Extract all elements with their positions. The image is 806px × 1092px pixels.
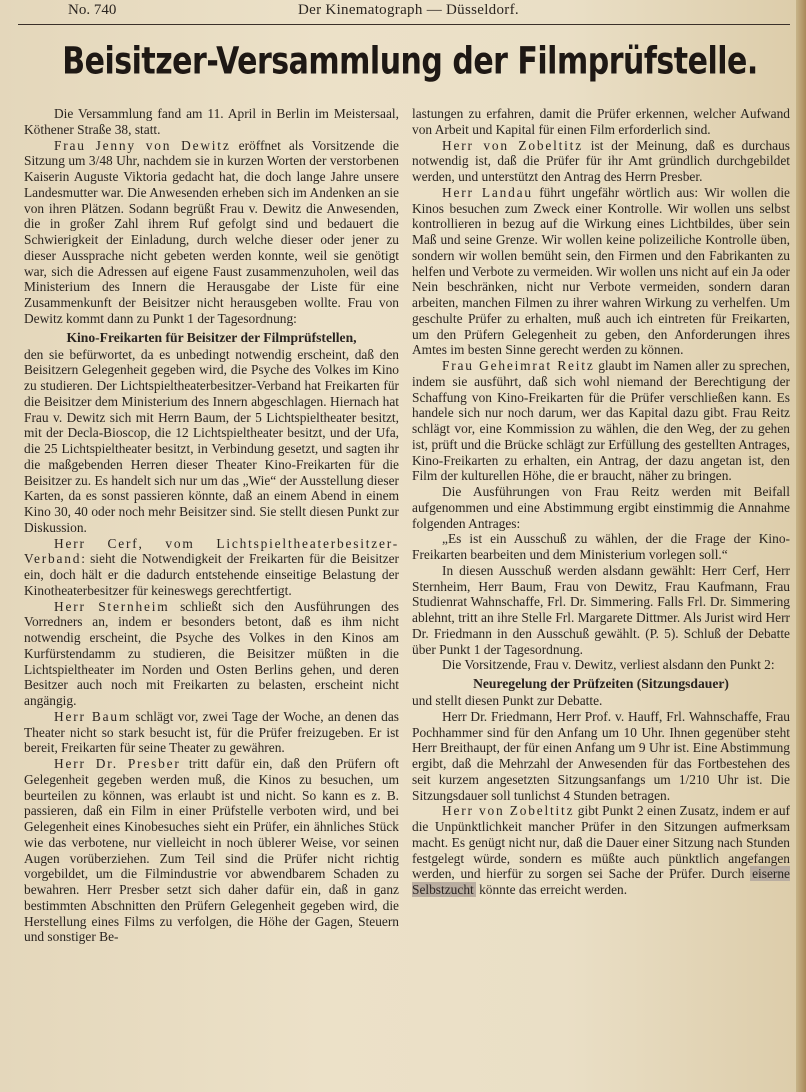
right-column bbox=[412, 106, 790, 898]
speaker-name: Herr Sternheim bbox=[54, 598, 170, 614]
paragraph bbox=[24, 536, 399, 599]
paragraph: Herr Dr. Friedmann, Herr Prof. v. Hauff, Frl. Wahnschaffe, Frau Pochhammer sind für den Anfang um 10 Uhr. Ihnen gegenüber steht Herr Breithaupt, der für einen Anfang um 9 Uhr ist. Eine Abstimmung ergibt, daß die Mehrzahl der Anwesenden für das Fortbestehen des seit kurzem angesetzten Sitzungsanfangs um 1/210 Uhr ist. Die Sitzungsdauer soll tunlichst 4 Stunden betragen. bbox=[412, 708, 790, 803]
header-rule bbox=[18, 24, 790, 25]
speaker-name: Herr Dr. Presber bbox=[54, 756, 181, 771]
page-number: No. 740 bbox=[68, 2, 117, 18]
paragraph bbox=[412, 803, 790, 898]
paragraph bbox=[24, 709, 399, 756]
speaker-name: Herr Cerf, vom Lichtspieltheaterbesitzer-Verband bbox=[24, 535, 399, 567]
left-column bbox=[24, 106, 399, 945]
paragraph-text: gibt Punkt 2 einen Zusatz, indem er auf die Unpünktlichkeit mancher Prüfer in den Sitzungen aufmerksam macht. Es genügt nicht nur, daß die Dauer einer Sitzung nach Stunden festgelegt würde, sondern es müßte auch pünktlich angefangen werden, und hierfür zu sorgen sei Sache der Prüfer. Durch bbox=[412, 803, 790, 882]
paragraph bbox=[24, 756, 399, 945]
speaker-name: Herr von Zobeltitz bbox=[442, 137, 583, 153]
paragraph-text: schließt sich den Ausführungen des Vorredners an, indem er besonders betont, daß es ihm nicht notwendig erscheint, die Psyche des Volkes in den Kinos am Kurfürstendamm zu studieren, die Beisitzer müßten in die Lichtspieltheater im Norden und Osten Berlins gehen, und deren Besitzer auch noch mit Freikarten zu belasten, erscheint nicht angängig. bbox=[24, 598, 399, 708]
paragraph-text: ist der Meinung, daß es durchaus notwendig ist, daß die Prüfer für ihr Amt gründlich durchgebildet werden, und unterstützt den Antrag des Herrn Presber. bbox=[412, 137, 790, 184]
publication-title: Der Kinematograph — Düsseldorf. bbox=[298, 2, 519, 18]
paragraph: den sie befürwortet, da es unbedingt notwendig erscheint, daß den Beisitzern Gelegenheit gegeben wird, die Psyche des Volkes im Kino zu studieren. Der Lichtspieltheaterbesitzer-Verband hat Freikarten für die Beisitzer dem Ministerium des Innern abgeschlagen. Hiernach hat Frau v. Dewitz sich mit Herrn Baum, der 5 Lichtspieltheater besitzt, mit der Decla-Bioscop, die 12 Lichtspieltheater besitzt, und der Ufa, die 25 Lichtspieltheater besitzt, in Verbindung gesetzt, und sagten ihr die maßgebenden Herren dieser Theater Kino-Freikarten für die Beisitzer zu. Es handelt sich nur um das „Wie“ der Ausstellung dieser Karten, da es sonst passieren könnte, daß an einem Abend in einem Kino 30, 40 oder noch mehr Beisitzer sind. Sie stellt diesen Punkt zur Diskussion. bbox=[24, 346, 399, 535]
paragraph: Die Versammlung fand am 11. April in Berlin im Meistersaal, Köthener Straße 38, statt. bbox=[24, 106, 399, 137]
paragraph-text: tritt dafür ein, daß den Prüfern oft Gelegenheit gegeben werden muß, die Kinos zu besuchen, um beurteilen zu können, was erlaubt ist und nicht. So kann es z. B. passieren, daß ein Film in einer Prüfstelle verboten wird, und bei Gelegenheit eines Kinobesuches sieht ein Prüfer, ein ähnliches Stück wie das verbotene, nur vielleicht in noch üblerer Weise, vor seinen Augen vorüberziehen. Zum Teil sind die Prüfer nicht richtig vorgebildet, um die Filmindustrie vor abwendbarem Schaden zu bewahren. Herr Presber setzt sich daher dafür ein, daß in ganz bestimmten Abschnitten den Prüfern Gelegenheit gegeben wird, die Herstellung eines Films zu verfolgen, die Höhe der Gagen, Steuern und sonstiger Be- bbox=[24, 756, 399, 945]
paragraph-text: : sieht die Notwendigkeit der Freikarten für die Beisitzer ein, doch hält er die dadurch entstehende einseitige Belastung der Kinotheaterbesitzer für keineswegs gerechtfertigt. bbox=[24, 551, 399, 598]
paragraph: und stellt diesen Punkt zur Debatte. bbox=[412, 693, 603, 708]
paragraph bbox=[412, 185, 790, 358]
highlighted-phrase: eiserne Selbstzucht bbox=[412, 866, 790, 897]
speaker-name: Herr von Zobeltitz bbox=[442, 803, 575, 819]
paragraph-text: führt ungefähr wörtlich aus: Wir wollen die Kinos besuchen zum Zweck einer Kontrolle. Wir wollen uns selbst kontrollieren in bezug auf die Wirkung eines Lichtbildes, über sein Maß und seine Grenze. Wir wollen keine polizeiliche Kontrolle üben, sondern wir wollen bemüht sein, den Firmen und den Fabrikanten zu helfen und Verbote zu vermeiden. Wir wollen uns nicht auf ein Ja oder Nein beschränken, nicht nur Verbote vermeiden, sondern daran arbeiten, manchen Filmen zu ihrer wahren Wirkung zu verhelfen. Um geschulte Prüfer zu erhalten, muß auch ich eintreten für Freikarten, um den Prüfern Gelegenheit zu geben, den Anforderungen ihres Amtes im besten Sinne gerecht werden zu können. bbox=[412, 184, 790, 358]
paragraph: Die Vorsitzende, Frau v. Dewitz, verliest alsdann den Punkt 2: bbox=[442, 657, 775, 673]
paragraph-text: glaubt im Namen aller zu sprechen, indem sie ausführt, daß sich wohl niemand der Berechtigung der Schaffung von Kino-Freikarten für die Prüfer verschließen kann. Es handele sich nur noch darum, wer das Kapital dazu gibt. Frau Reitz schlägt vor, eine Kommission zu wählen, die den Weg, der zu gehen ist, prüft und die Brücke schlägt zur Erfüllung des gestellten Antrages, Kino-Freikarten zu erhalten, ein Antrag, der dazu angetan ist, den Film der kulturellen Höhe, die er braucht, näher zu bringen. bbox=[412, 358, 790, 484]
paragraph: lastungen zu erfahren, damit die Prüfer erkennen, welcher Aufwand von Arbeit und Kapital für einen Film erforderlich sind. bbox=[412, 106, 790, 137]
article-headline: Beisitzer-Versammlung der Filmprüfstelle. bbox=[62, 39, 758, 84]
page-edge bbox=[796, 0, 806, 1092]
paragraph bbox=[412, 358, 790, 484]
section-heading: Neuregelung der Prüfzeiten (Sitzungsdauer) bbox=[473, 676, 729, 691]
paragraph-text: könnte das erreicht werden. bbox=[475, 882, 628, 897]
paragraph-text: eröffnet als Vorsitzende die Sitzung um 3/48 Uhr, nachdem sie in kurzen Worten der verstorbenen Kaiserin Auguste Viktoria gedacht hat, die doch lange Jahre unsere Landesmutter war. Die Anwesenden erheben sich im Andenken an sie von ihren Plätzen. Sodann begrüßt Frau v. Dewitz die Anwesenden, die in großer Zahl ihrem Ruf gefolgt sind und bedauert die Schwierigkeit der Einladung, durch welche dieser oder jener zu dieser Aussprache nicht gebeten werden konnte, weil sie genötigt war, sich die Adressen auf eigene Faust zusammenzuholen, weil das Ministerium des Innern die Herausgabe der Liste für eine Zusammenkunft der Beisitzer nicht herausgeben wollte. Frau von Dewitz kommt dann zu Punkt 1 der Tagesordnung: bbox=[24, 137, 399, 326]
motion-quote: „Es ist ein Ausschuß zu wählen, der die Frage der Kino-Freikarten bearbeiten und dem Ministerium vorlegen soll.“ bbox=[412, 531, 790, 562]
speaker-name: Herr Landau bbox=[442, 184, 533, 200]
paragraph: Die Ausführungen von Frau Reitz werden mit Beifall aufgenommen und eine Abstimmung ergibt einstimmig die Annahme folgenden Antrages: bbox=[412, 484, 790, 531]
speaker-name: Herr Baum bbox=[54, 708, 132, 724]
paragraph bbox=[24, 138, 399, 327]
page-header bbox=[0, 2, 790, 24]
speaker-name: Frau Jenny von Dewitz bbox=[54, 137, 231, 153]
speaker-name: Frau Geheimrat Reitz bbox=[442, 358, 595, 373]
section-heading: Kino-Freikarten für Beisitzer der Filmprüfstellen, bbox=[66, 329, 357, 345]
paragraph bbox=[412, 138, 790, 185]
paragraph-text: schlägt vor, zwei Tage der Woche, an denen das Theater nicht so stark besucht ist, für die Prüfer freizugeben. Er ist bereit, Freikarten für seine Theater zu gewähren. bbox=[24, 708, 399, 756]
paragraph bbox=[24, 599, 399, 709]
paragraph: In diesen Ausschuß werden alsdann gewählt: Herr Cerf, Herr Sternheim, Herr Baum, Frau von Dewitz, Frau Kaufmann, Frau Studienrat Wahnschaffe, Frl. Dr. Simmering. Falls Frl. Dr. Simmering ablehnt, tritt an ihre Stelle Frl. Margarete Dittmer. Als Jurist wird Herr Dr. Friedmann in den Ausschuß gewählt. (P. 5). Schluß der Debatte über Punkt 1 der Tagesordnung. bbox=[412, 562, 790, 657]
